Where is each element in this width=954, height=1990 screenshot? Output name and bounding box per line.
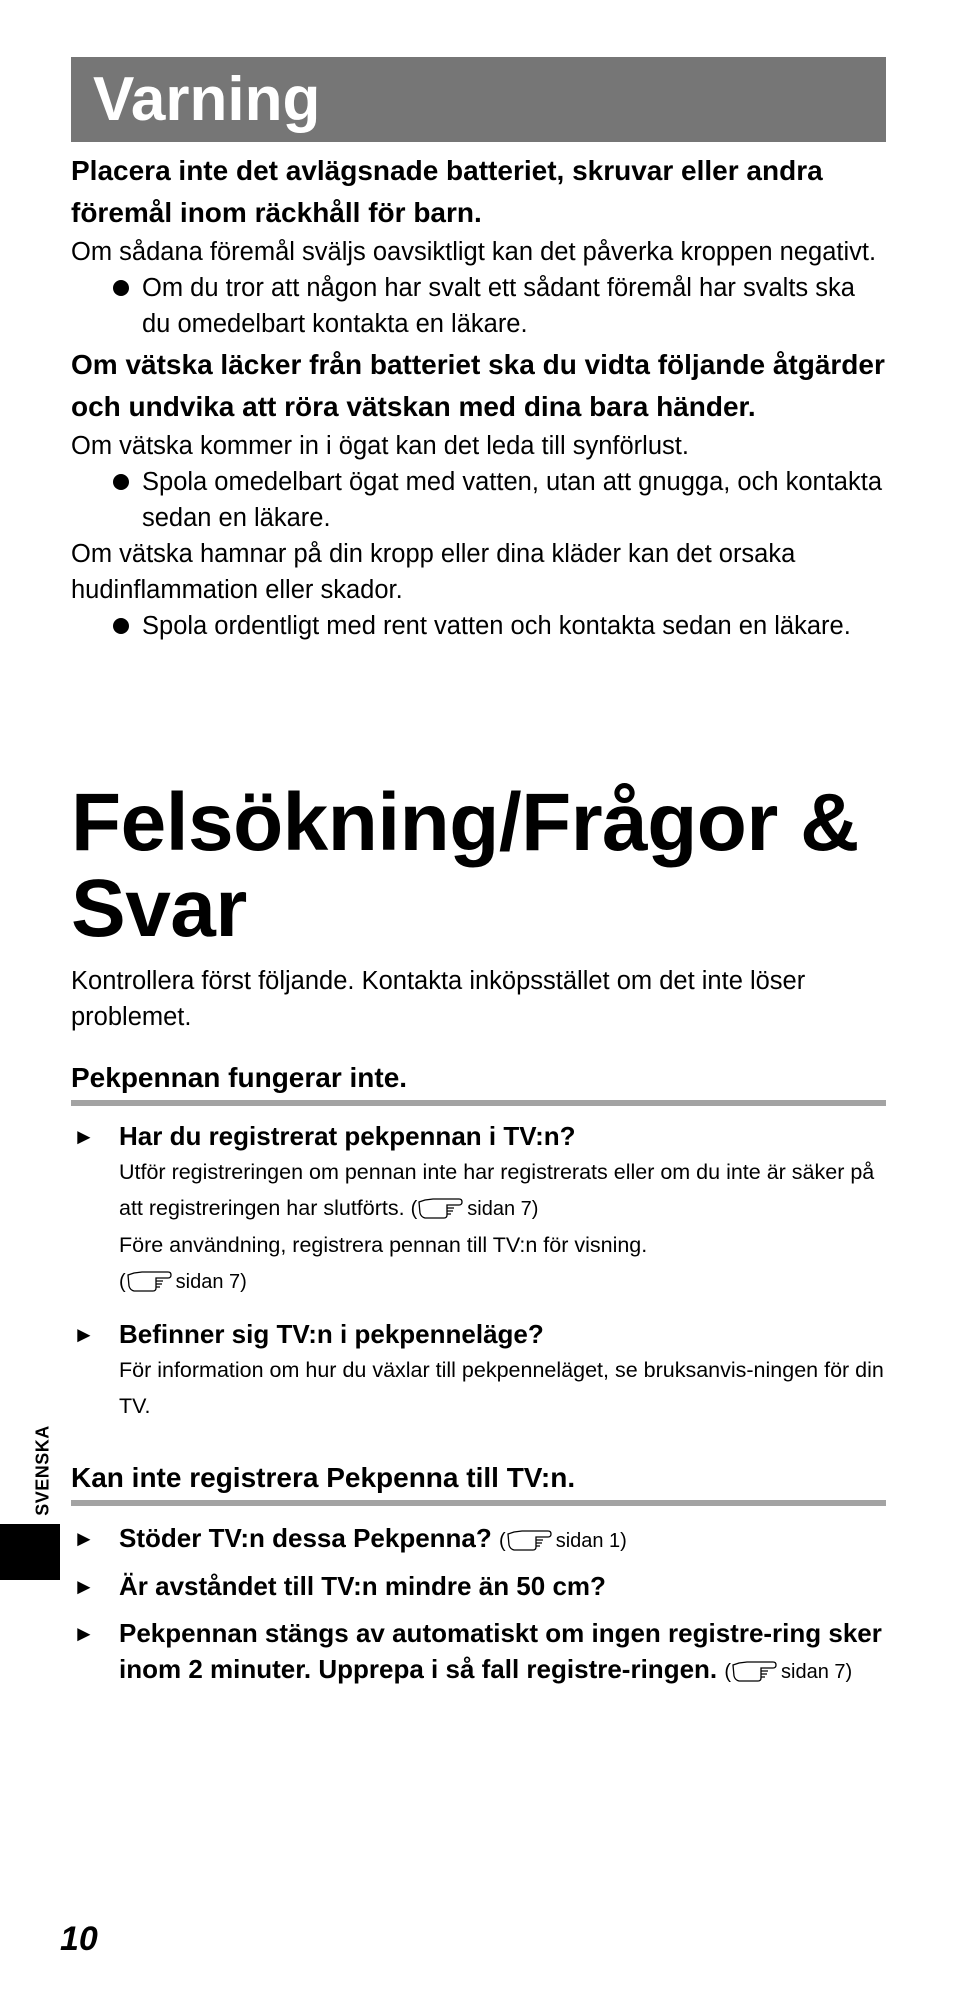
- bullet-item: [71, 608, 886, 644]
- page-reference-text: sidan 7): [175, 1271, 247, 1293]
- question-item: [71, 1118, 886, 1300]
- page-reference-text: sidan 7): [781, 1661, 853, 1683]
- question-title: Pekpennan stängs av automatiskt om ingen registre-ring sker inom 2 minuter. Upprepa i så fall registre-ringen.: [119, 1618, 882, 1684]
- page-reference-text: sidan 1): [555, 1530, 627, 1552]
- language-label: SVENSKA: [32, 1425, 53, 1516]
- pointing-hand-icon: [731, 1658, 777, 1682]
- pointing-hand-icon: [126, 1268, 172, 1292]
- section-heading-pen-not-working: Pekpennan fungerar inte.: [71, 1058, 886, 1106]
- language-side-label: [28, 1420, 58, 1530]
- language-tab-marker: [0, 1524, 60, 1580]
- bullet-text: Spola ordentligt med rent vatten och kontakta sedan en läkare.: [142, 612, 851, 640]
- question-title: Befinner sig TV:n i pekpenneläge?: [119, 1319, 544, 1349]
- arrow-right-icon: ►: [73, 1124, 95, 1149]
- warning-text-eye: Om vätska kommer in i ögat kan det leda till synförlust.: [71, 432, 689, 460]
- bullet-text: Spola omedelbart ögat med vatten, utan att gnugga, och kontakta sedan en läkare.: [142, 468, 883, 532]
- question-title: Har du registrerat pekpennan i TV:n?: [119, 1121, 576, 1151]
- warning-banner: [71, 57, 886, 142]
- page-reference: ( sidan 7): [119, 1271, 247, 1293]
- arrow-right-icon: ►: [73, 1322, 95, 1347]
- warning-text-swallow: Om sådana föremål sväljs oavsiktligt kan det påverka kroppen negativt.: [71, 238, 877, 266]
- warning-section: [71, 150, 886, 644]
- page-reference-text: sidan 7): [467, 1198, 539, 1220]
- bullet-item: [71, 270, 886, 342]
- page-reference: ( sidan 1): [499, 1530, 627, 1552]
- arrow-right-icon: ►: [73, 1574, 95, 1599]
- pointing-hand-icon: [417, 1195, 463, 1219]
- warning-heading-children: Placera inte det avlägsnade batteriet, skruvar eller andra föremål inom räckhåll för barn.: [71, 155, 823, 228]
- question-description: Före användning, registrera pennan till TV:n för visning.: [119, 1233, 648, 1257]
- bullet-item: [71, 464, 886, 536]
- question-description: För information om hur du växlar till pekpenneläget, se bruksanvis-ningen för din TV.: [119, 1358, 884, 1418]
- question-item: [71, 1568, 886, 1604]
- question-item: [71, 1316, 886, 1424]
- warning-heading-leak: Om vätska läcker från batteriet ska du vidta följande åtgärder och undvika att röra vätskan med dina bara händer.: [71, 349, 885, 422]
- title-line: Felsökning/Frågor &: [71, 777, 859, 868]
- arrow-right-icon: ►: [73, 1621, 95, 1646]
- page-reference: ( sidan 7): [724, 1661, 852, 1683]
- bullet-text: Om du tror att någon har svalt ett sådant föremål har svalts ska du omedelbart kontakta en läkare.: [142, 274, 855, 338]
- troubleshooting-title: [71, 777, 886, 954]
- question-item: [71, 1615, 886, 1690]
- section-heading-cannot-register: Kan inte registrera Pekpenna till TV:n.: [71, 1458, 886, 1506]
- troubleshooting-intro: Kontrollera först följande. Kontakta inköpsstället om det inte löser problemet.: [71, 967, 806, 1031]
- question-item: [71, 1520, 886, 1559]
- arrow-right-icon: ►: [73, 1526, 95, 1551]
- question-title: Stöder TV:n dessa Pekpenna?: [119, 1523, 492, 1553]
- warning-text-skin: Om vätska hamnar på din kropp eller dina kläder kan det orsaka hudinflammation eller skador.: [71, 540, 796, 604]
- question-description: Utför registreringen om pennan inte har registrerats eller om du inte är säker på att registreringen har slutförts.: [119, 1160, 875, 1220]
- page-reference: ( sidan 7): [411, 1198, 539, 1220]
- pointing-hand-icon: [506, 1527, 552, 1551]
- question-title: Är avståndet till TV:n mindre än 50 cm?: [119, 1571, 606, 1601]
- title-line: Svar: [71, 863, 247, 954]
- warning-title: Varning: [93, 65, 321, 134]
- page-number: 10: [60, 1920, 98, 1958]
